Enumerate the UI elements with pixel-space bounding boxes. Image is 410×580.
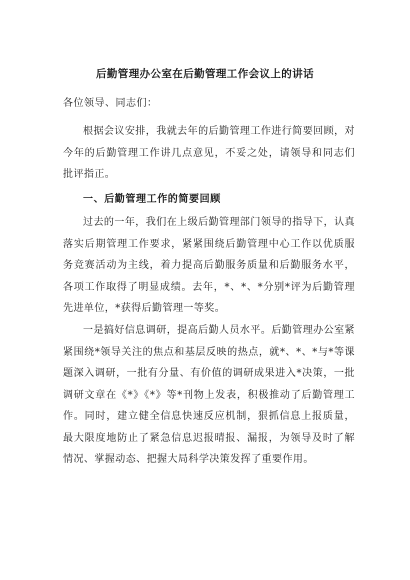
document-title: 后勤管理办公室在后勤管理工作会议上的讲话: [96, 68, 314, 80]
info-research-paragraph: 一是搞好信息调研，提高后勤人员水平。后勤管理办公室紧紧围绕*领导关注的焦点和基层反映的热点，就*、*、*与*等课题深入调研，一批有分量、有价值的调研成果进入*决策，一批调研文章在《*》《*》等*刊物上发表，积极推动了后勤管理工作。同时，建立健全信息快速反应机制，狠抓信息上报质量，最大限度地防止了紧急信息迟报晴报、漏报，为领导及时了解情况、掌握动态、把握大局科学决策发挥了重要作用。: [63, 325, 355, 465]
greeting: 各位领导、同志们：: [63, 98, 158, 109]
intro-paragraph: 根据会议安排，我就去年的后勤管理工作进行简要回顾，对今年的后勤管理工作讲几点意见，不妥之处，请领导和同志们批评指正。: [63, 126, 355, 180]
review-paragraph: 过去的一年，我们在上级后勤管理部门领导的指导下，认真落实后期管理工作要求，紧紧围绕后勤管理中心工作以优质服务竞赛活动为主线，着力提高后勤服务质量和后勤服务水平，各项工作取得了明显成绩。去年，*、*、*分别*评为后勤管理先进单位，*获得后勤管理一等奖。: [63, 217, 355, 314]
section-heading: 一、后勤管理工作的简要回顾: [83, 194, 221, 205]
